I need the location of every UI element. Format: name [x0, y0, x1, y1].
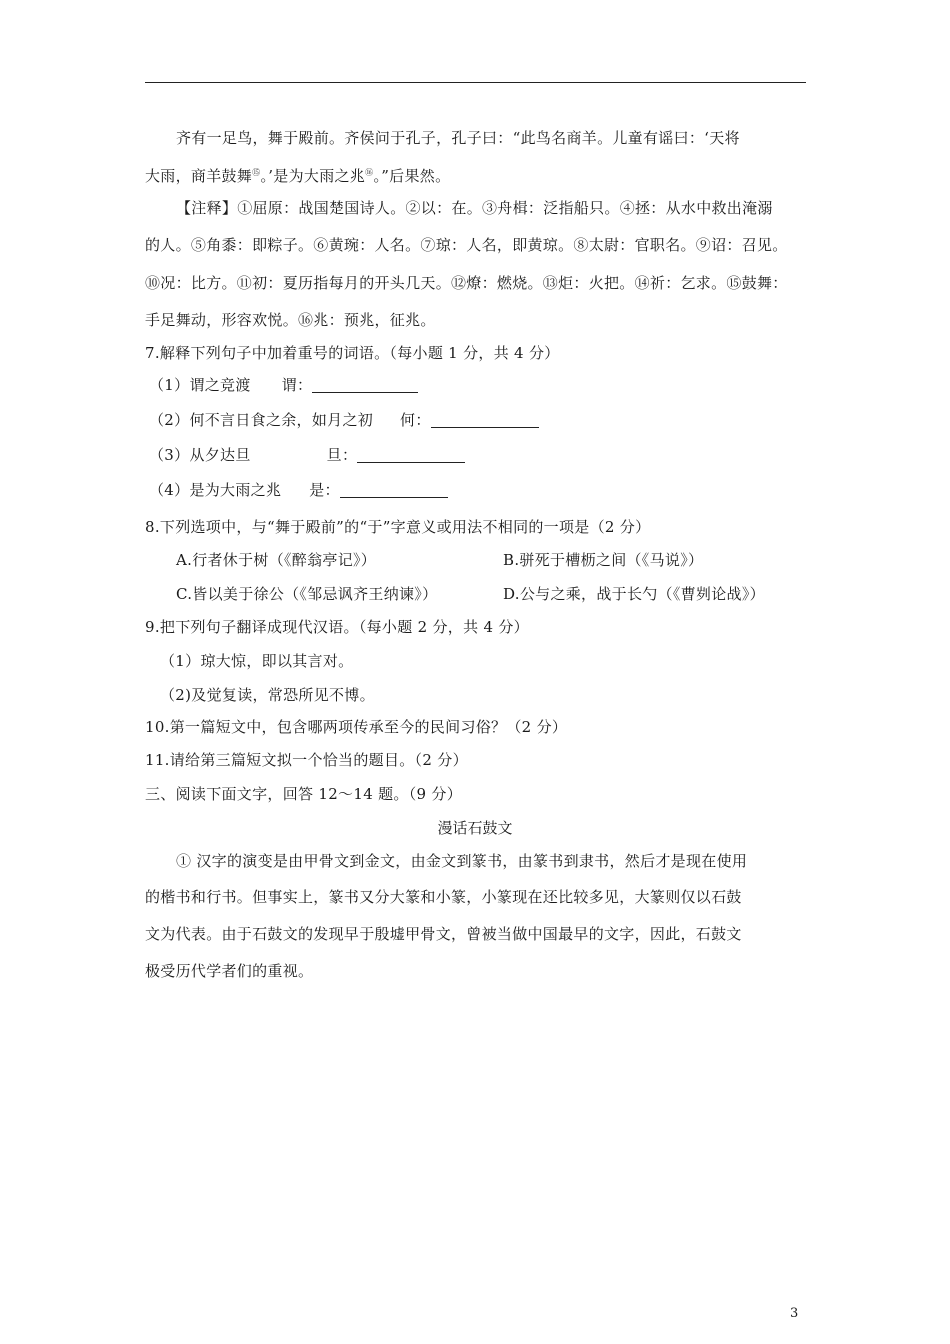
question-9-stem: 9.把下列句子翻译成现代汉语。（每小题 2 分，共 4 分）: [145, 618, 529, 636]
question-9-item: （2)及觉复读，常恐所见不博。: [160, 686, 375, 704]
notes-line: 的人。⑤角黍：即粽子。⑥黄琬：人名。⑦琼：人名，即黄琼。⑧太尉：官职名。⑨诏：召见。: [145, 236, 788, 254]
question-7-item: （1）谓之竞渡 谓：: [149, 375, 824, 395]
question-11: 11.请给第三篇短文拟一个恰当的题目。（2 分）: [145, 751, 468, 769]
option-a: A.行者休于树（《醉翁亭记》）: [176, 551, 377, 569]
article-line: ① 汉字的演变是由甲骨文到金文，由金文到篆书，由篆书到隶书，然后才是现在使用: [176, 852, 748, 870]
answer-blank[interactable]: [357, 448, 465, 463]
header-rule: [145, 82, 806, 83]
notes-line: 手足舞动，形容欢悦。⑯兆：预兆，征兆。: [145, 311, 436, 329]
question-7-item: （4）是为大雨之兆 是：: [149, 480, 824, 500]
option-c: C.皆以美于徐公（《邹忌讽齐王纳谏》）: [176, 585, 438, 603]
answer-blank[interactable]: [431, 413, 539, 428]
notes-line: ⑩况：比方。⑪初：夏历指每月的开头几天。⑫燎：燃烧。⑬炬：火把。⑭祈：乞求。⑮鼓舞：: [145, 274, 788, 292]
section-three-heading: 三、阅读下面文字，回答 12～14 题。（9 分）: [145, 785, 463, 803]
answer-blank[interactable]: [312, 378, 418, 393]
footnote-mark: ⑮: [252, 168, 261, 177]
article-line: 的楷书和行书。但事实上，篆书又分大篆和小篆，小篆现在还比较多见，大篆则仅以石鼓: [145, 888, 742, 906]
question-7-stem: 7.解释下列句子中加着重号的词语。（每小题 1 分，共 4 分）: [145, 344, 560, 362]
question-8-stem: 8.下列选项中，与“舞于殿前”的“于”字意义或用法不相同的一项是（2 分）: [145, 518, 651, 536]
passage-line: 齐有一足鸟，舞于殿前。齐侯问于孔子，孔子曰：“此鸟名商羊。儿童有谣曰：‘天将: [176, 129, 740, 147]
article-title: 漫话石鼓文: [437, 819, 513, 837]
question-9-item: （1）琼大惊，即以其言对。: [160, 652, 354, 670]
question-10: 10.第一篇短文中，包含哪两项传承至今的民间习俗？（2 分）: [145, 718, 568, 736]
question-7-item: （2）何不言日食之余，如月之初 何：: [149, 410, 824, 430]
option-b: B.骈死于槽枥之间（《马说》）: [503, 551, 704, 569]
option-d: D.公与之乘，战于长勺（《曹刿论战》）: [503, 585, 765, 603]
article-line: 文为代表。由于石鼓文的发现早于殷墟甲骨文，曾被当做中国最早的文字，因此，石鼓文: [145, 925, 742, 943]
footnote-mark: ⑯: [365, 168, 374, 177]
article-line: 极受历代学者们的重视。: [145, 962, 314, 980]
passage-line: 大雨，商羊鼓舞⑮。’是为大雨之兆⑯。”后果然。: [145, 167, 451, 185]
answer-blank[interactable]: [340, 483, 448, 498]
notes-line: 【注释】①屈原：战国楚国诗人。②以：在。③舟楫：泛指船只。④拯：从水中救出淹溺: [176, 199, 773, 217]
question-7-item: （3）从夕达旦 旦：: [149, 445, 824, 465]
page-number: 3: [790, 1306, 799, 1321]
